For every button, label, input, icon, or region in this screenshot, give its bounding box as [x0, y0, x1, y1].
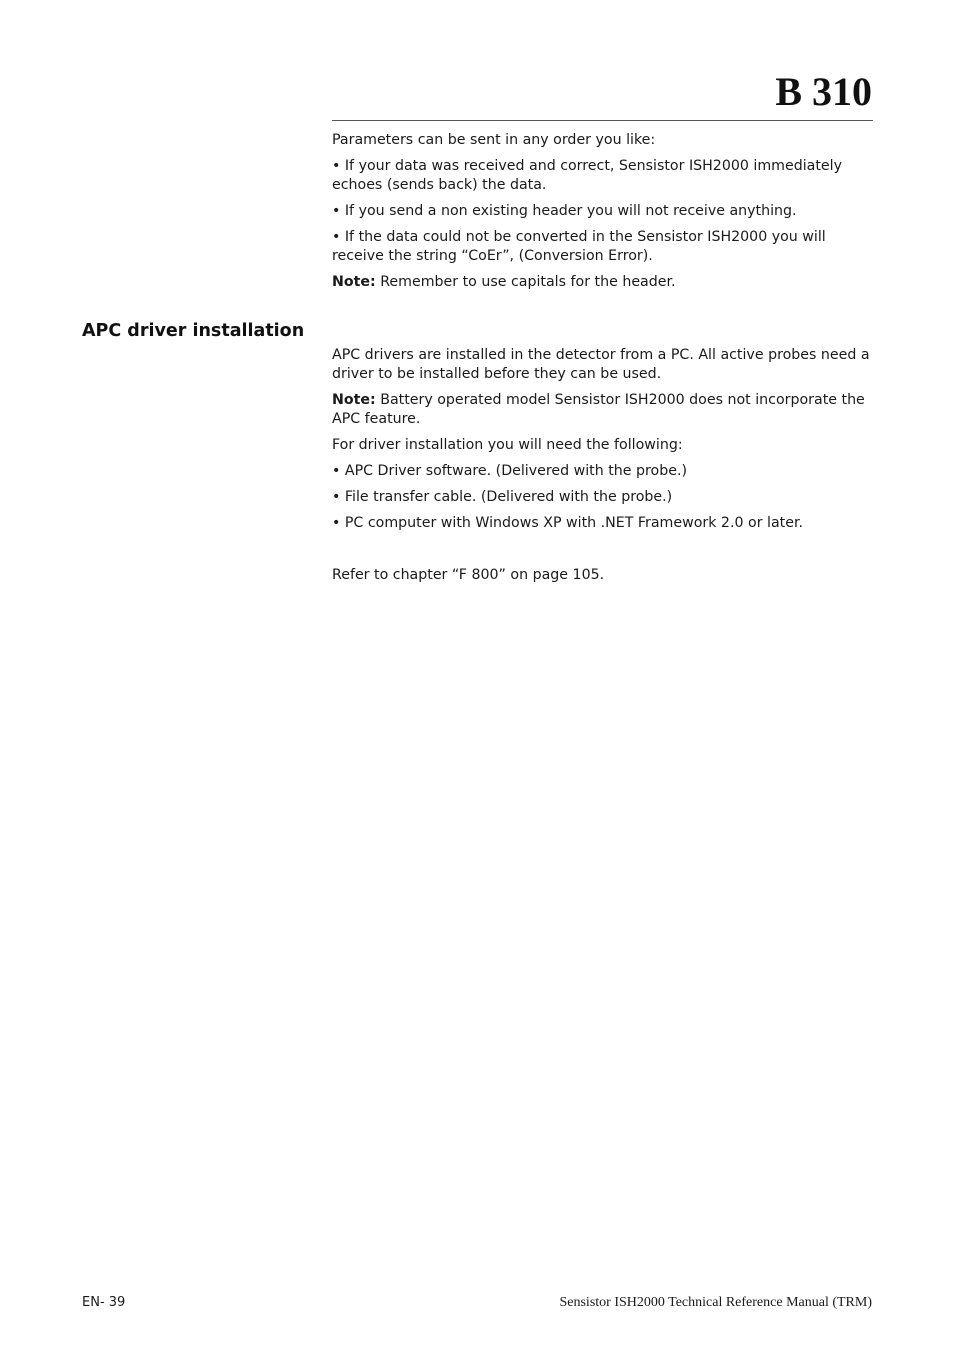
bullet-conversion-error: • If the data could not be converted in the Sensistor ISH2000 you will receive the string “CoEr”, (Conversion Error). [332, 229, 826, 264]
apc-section [332, 346, 873, 585]
bullet-echo: • If your data was received and correct, Sensistor ISH2000 immediately echoes (sends back) the data. [332, 158, 842, 193]
note-text: Remember to use capitals for the header. [375, 274, 676, 290]
parameters-intro: Parameters can be sent in any order you like: [332, 132, 656, 148]
note-battery [332, 391, 873, 429]
requirement-item: • File transfer cable. (Delivered with the probe.) [332, 489, 673, 505]
note-label: Note: [332, 274, 376, 290]
header-rule [332, 120, 873, 121]
apc-intro: APC drivers are installed in the detector from a PC. All active probes need a driver to be installed before they can be used. [332, 347, 870, 382]
requirement-item: • PC computer with Windows XP with .NET Framework 2.0 or later. [332, 515, 803, 531]
parameters-section [332, 131, 873, 292]
bullet-nonexisting-header: • If you send a non existing header you will not receive anything. [332, 203, 797, 219]
manual-title: Sensistor ISH2000 Technical Reference Manual (TRM) [559, 1295, 872, 1310]
chapter-reference: Refer to chapter “F 800” on page 105. [332, 567, 605, 583]
chapter-code: B 310 [775, 69, 872, 114]
requirement-item: • APC Driver software. (Delivered with the probe.) [332, 463, 688, 479]
note-label: Note: [332, 392, 376, 408]
note-text: Battery operated model Sensistor ISH2000 does not incorporate the APC feature. [332, 392, 865, 427]
requirements-intro: For driver installation you will need the following: [332, 437, 683, 453]
section-heading-apc: APC driver installation [82, 321, 305, 341]
page-number: EN- 39 [82, 1295, 126, 1310]
note-capitals [332, 273, 873, 292]
